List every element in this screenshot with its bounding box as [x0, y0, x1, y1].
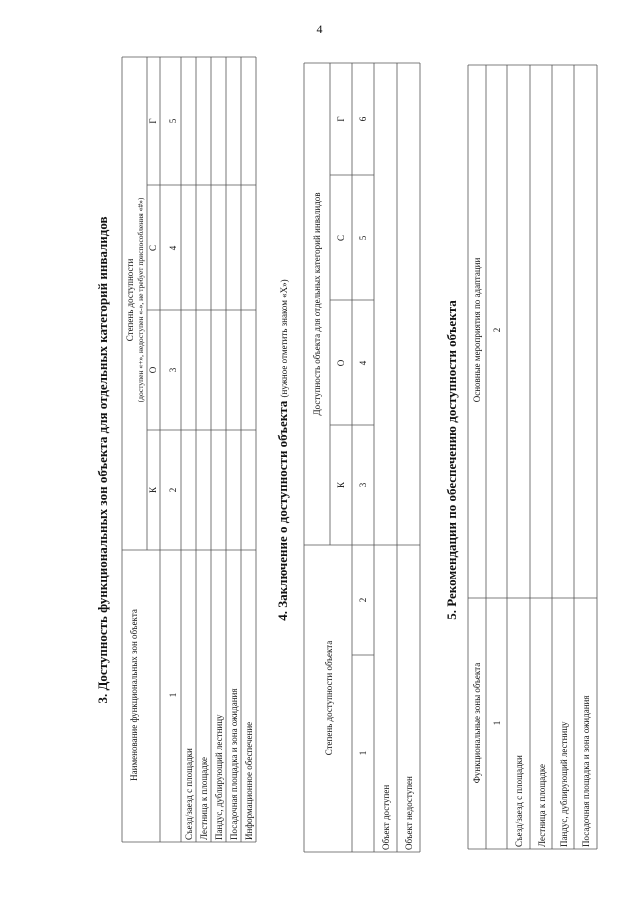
s5-row-3: Пандус, дублирующий лестницу: [559, 721, 569, 847]
s4-access-header: Доступность объекта для отдельных категорий инвалидов: [312, 192, 322, 416]
table-section5: [468, 65, 597, 849]
section3-title-text: 3. Доступность функциональных зон объекта для отдельных категорий инвалидов: [95, 216, 110, 704]
section4-title-note: (нужное отметить знаком «X»): [279, 279, 289, 398]
s5-col-zone-header: Функциональные зоны объекта: [472, 662, 482, 784]
s3-colnum-5: 5: [168, 118, 178, 124]
s5-row-1: Съезд/заезд с площадки: [514, 755, 524, 847]
s5-col-measures-header: Основные мероприятия по адаптации: [472, 257, 482, 403]
s4-cat-o: О: [336, 359, 346, 367]
s5-row-2: Лестница к площадке: [537, 764, 547, 847]
s4-colnum-4: 4: [358, 360, 368, 366]
s3-colnum-1: 1: [168, 692, 178, 698]
s4-colnum-6: 6: [358, 116, 368, 122]
s4-colnum-5: 5: [358, 235, 368, 241]
s4-row-2: Объект недоступен: [404, 776, 414, 850]
s3-row-1: Съезд/заезд с площадки: [184, 748, 194, 840]
s4-cat-c: С: [336, 234, 346, 242]
s5-row-4: Посадочная площадка и зона ожидания: [581, 695, 591, 847]
s3-cat-k: К: [148, 486, 158, 494]
s3-cat-o: О: [148, 366, 158, 374]
page-number: 4: [316, 22, 323, 36]
s3-degree-subheader: (доступен «+», недоступен «-», не требует приспособления «#»): [136, 197, 145, 403]
s4-colnum-2: 2: [358, 597, 368, 603]
section5-title-text: 5. Рекомендации по обеспечению доступности объекта: [444, 300, 459, 620]
s4-cat-g: Г: [336, 116, 346, 122]
s3-col-name-header: Наименование функциональных зон объекта: [129, 609, 139, 781]
table-section4: [304, 63, 420, 852]
s5-colnum-1: 1: [492, 720, 502, 726]
s4-row-1: Объект доступен: [381, 784, 391, 850]
s4-cat-k: К: [336, 481, 346, 489]
s3-colnum-4: 4: [168, 245, 178, 251]
s3-colnum-3: 3: [168, 367, 178, 373]
s3-cat-c: С: [148, 244, 158, 252]
s3-colnum-2: 2: [168, 487, 178, 493]
s3-row-4: Посадочная площадка и зона ожидания: [229, 688, 239, 840]
section4-title-text: 4. Заключение о доступности объекта: [275, 400, 290, 621]
s3-cat-g: Г: [148, 118, 158, 124]
s3-row-3: Пандус, дублирующий лестницу: [214, 714, 224, 840]
s3-row-5: Информационное обеспечение: [244, 721, 254, 840]
s4-colnum-3: 3: [358, 482, 368, 488]
s4-colnum-1: 1: [358, 750, 368, 756]
s3-degree-header: Степень доступности: [125, 258, 135, 342]
s3-row-2: Лестница к площадке: [199, 757, 209, 840]
s4-col-degree-header: Степень доступности объекта: [324, 640, 334, 756]
s5-colnum-2: 2: [492, 327, 502, 333]
